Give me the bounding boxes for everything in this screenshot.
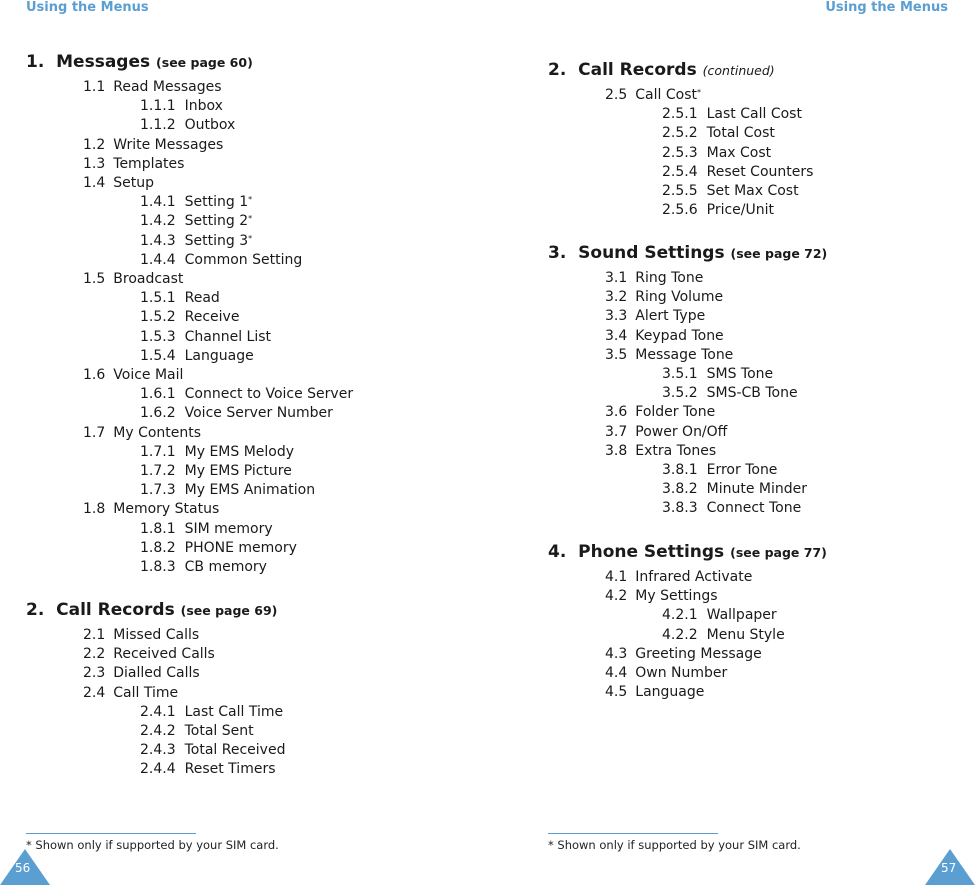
submenu-item-number: 1.4.4 [140, 251, 176, 268]
submenu-item-label: Language [184, 347, 254, 364]
menu-item-number: 4.3 [605, 645, 628, 662]
section-page-ref: (see page 72) [730, 246, 828, 261]
submenu-item-label: Read [184, 290, 220, 307]
submenu-item-label: SMS-CB Tone [706, 385, 798, 402]
submenu-item-label: Wallpaper [706, 607, 777, 624]
menu-item-number: 3.3 [605, 308, 628, 325]
submenu-item-label: SIM memory [184, 520, 273, 537]
menu-item-label: Memory Status [113, 501, 220, 518]
submenu-item-label: My EMS Melody [184, 443, 295, 460]
menu-item [548, 443, 716, 460]
menu-item-label: Own Number [635, 665, 728, 681]
menu-item [26, 367, 183, 384]
menu-item [548, 404, 715, 421]
submenu-item-label: Setting 1 [184, 194, 249, 211]
menu-item-number: 1.6 [83, 367, 106, 383]
menu-item [26, 685, 178, 702]
page-number-left: 56 [15, 861, 31, 875]
section-page-ref: (see page 69) [180, 603, 278, 618]
submenu-item-label: Total Received [184, 742, 286, 759]
submenu-item-label: Set Max Cost [706, 183, 799, 199]
submenu-item-number: 2.5.4 [662, 163, 698, 180]
submenu-item [26, 117, 235, 134]
submenu-item [26, 348, 254, 365]
section-heading [548, 60, 775, 81]
menu-item-number: 1.5 [83, 271, 106, 287]
menu-item-number: 3.2 [605, 289, 628, 306]
menu-item-label: Infrared Activate [635, 569, 753, 585]
menu-item-label: Call Cost [635, 87, 697, 103]
submenu-item [26, 723, 254, 740]
submenu-item-number: 1.6.1 [140, 386, 176, 403]
submenu-item [26, 444, 294, 461]
menu-item-label: Message Tone [635, 346, 734, 363]
footnote-rule [26, 833, 196, 834]
menu-item-number: 1.2 [83, 136, 106, 153]
submenu-item-label: PHONE memory [184, 539, 297, 556]
menu-item-number: 3.6 [605, 404, 628, 421]
submenu-item-number: 1.4.2 [140, 213, 176, 230]
footnote-marker: * [248, 214, 253, 224]
submenu-item-label: Max Cost [706, 144, 772, 161]
menu-item [26, 501, 219, 518]
submenu-item [548, 385, 798, 402]
footnote-marker: * [696, 88, 701, 97]
menu-item [26, 156, 184, 173]
submenu-item [26, 742, 285, 759]
submenu-item [26, 463, 292, 480]
submenu-item-label: Voice Server Number [184, 405, 333, 422]
submenu-item-number: 2.4.4 [140, 761, 176, 778]
submenu-item-number: 1.5.3 [140, 328, 176, 345]
page-number-right: 57 [941, 861, 957, 875]
submenu-item [26, 233, 252, 250]
menu-item-label: Received Calls [113, 646, 215, 663]
menu-item [548, 424, 727, 441]
submenu-item-number: 1.4.3 [140, 232, 176, 249]
submenu-item-label: Receive [184, 309, 240, 326]
submenu-item-label: Setting 2 [184, 213, 249, 230]
section-number: 4. [548, 542, 567, 562]
menu-item-number: 2.1 [83, 627, 106, 643]
menu-item-label: Dialled Calls [113, 665, 200, 682]
menu-item-number: 1.1 [83, 79, 106, 95]
menu-item-number: 1.4 [83, 175, 106, 191]
submenu-item [26, 290, 220, 307]
submenu-item-number: 4.2.1 [662, 607, 698, 624]
menu-item-number: 1.3 [83, 155, 106, 172]
menu-item-number: 3.4 [605, 327, 628, 344]
submenu-item-number: 1.8.3 [140, 559, 176, 575]
menu-item [548, 684, 704, 701]
submenu-item [26, 761, 276, 778]
submenu-item [548, 627, 785, 644]
menu-item [548, 328, 724, 345]
submenu-item [26, 329, 271, 346]
menu-item-label: Power On/Off [635, 423, 728, 440]
menu-item-label: My Settings [635, 588, 718, 605]
submenu-item [548, 164, 813, 181]
menu-item-label: Voice Mail [113, 367, 184, 383]
menu-item-label: My Contents [113, 424, 202, 441]
submenu-item [548, 366, 773, 383]
section-title: Call Records [56, 600, 175, 620]
submenu-item-number: 1.1.1 [140, 98, 176, 115]
menu-item [26, 79, 222, 96]
footnote-marker: * [248, 195, 253, 205]
menu-item-number: 2.2 [83, 646, 106, 663]
submenu-item-label: Minute Minder [706, 481, 807, 498]
section-title: Messages [56, 52, 151, 72]
submenu-item-label: Setting 3 [184, 232, 249, 249]
menu-item-label: Alert Type [635, 308, 706, 325]
submenu-item-label: Last Call Time [184, 703, 284, 720]
submenu-item-label: Reset Counters [706, 163, 814, 180]
submenu-item [548, 202, 774, 219]
menu-item-number: 4.2 [605, 588, 628, 605]
section-number: 3. [548, 243, 567, 263]
menu-item [548, 569, 752, 586]
submenu-item [26, 386, 353, 403]
submenu-item-number: 1.7.2 [140, 463, 176, 479]
submenu-item-number: 2.5.2 [662, 125, 698, 142]
menu-item-number: 3.1 [605, 270, 628, 286]
menu-item-number: 3.8 [605, 442, 628, 459]
section-page-ref: (continued) [702, 63, 775, 78]
submenu-item-label: Price/Unit [706, 202, 774, 219]
submenu-item-label: Reset Timers [184, 761, 276, 778]
menu-item-number: 4.5 [605, 684, 628, 701]
footnote-rule [548, 833, 718, 834]
submenu-item [26, 98, 223, 115]
submenu-item [548, 481, 807, 498]
submenu-item-label: Channel List [184, 328, 272, 345]
section-number: 2. [26, 600, 45, 620]
submenu-item [548, 607, 777, 624]
section-heading [26, 600, 277, 621]
submenu-item [26, 194, 252, 211]
submenu-item-number: 2.4.1 [140, 703, 176, 720]
submenu-item-label: Menu Style [706, 626, 785, 643]
menu-item [26, 627, 199, 644]
submenu-item [548, 500, 801, 517]
menu-item-label: Templates [113, 155, 185, 172]
menu-item [26, 137, 223, 154]
menu-item-label: Ring Volume [635, 289, 724, 306]
submenu-item-number: 1.8.2 [140, 539, 176, 556]
submenu-item-number: 1.8.1 [140, 520, 176, 537]
submenu-item-label: CB memory [184, 559, 267, 575]
submenu-item-label: Error Tone [706, 462, 778, 478]
submenu-item-number: 3.8.1 [662, 462, 698, 478]
menu-item-label: Setup [113, 175, 155, 191]
submenu-item-number: 3.5.2 [662, 385, 698, 402]
menu-item-label: Ring Tone [635, 270, 704, 286]
section-heading [548, 542, 827, 563]
footnote: * Shown only if supported by your SIM card. [548, 838, 801, 852]
menu-item-label: Read Messages [113, 79, 222, 95]
submenu-item-number: 3.8.2 [662, 481, 698, 498]
menu-item [548, 87, 701, 104]
menu-item-number: 2.3 [83, 665, 106, 682]
menu-item [548, 308, 705, 325]
section-number: 1. [26, 52, 45, 72]
submenu-item-label: Connect to Voice Server [184, 386, 354, 403]
menu-item-number: 4.1 [605, 569, 628, 585]
submenu-item [26, 405, 333, 422]
menu-item-label: Broadcast [113, 271, 184, 287]
running-header-left: Using the Menus [26, 0, 149, 15]
submenu-item [548, 106, 802, 123]
menu-item [26, 271, 183, 288]
menu-item-label: Folder Tone [635, 404, 716, 421]
submenu-item-number: 2.5.3 [662, 144, 698, 161]
menu-item [548, 270, 703, 287]
submenu-item-number: 1.7.1 [140, 443, 176, 460]
menu-item-label: Keypad Tone [635, 327, 724, 344]
submenu-item-number: 3.5.1 [662, 366, 698, 382]
submenu-item-number: 3.8.3 [662, 500, 698, 517]
submenu-item-label: Common Setting [184, 251, 303, 268]
menu-item-number: 1.8 [83, 501, 106, 518]
menu-item-label: Language [635, 684, 705, 701]
submenu-item-number: 1.5.2 [140, 309, 176, 326]
menu-item-number: 2.5 [605, 87, 628, 103]
menu-item [26, 646, 215, 663]
menu-item-label: Call Time [113, 684, 179, 701]
submenu-item-number: 2.5.5 [662, 183, 698, 199]
menu-item-number: 2.4 [83, 684, 106, 701]
submenu-item-label: Connect Tone [706, 500, 802, 517]
submenu-item-number: 2.4.3 [140, 742, 176, 759]
submenu-item [548, 145, 771, 162]
footnote-marker: * [248, 233, 253, 243]
menu-item-number: 4.4 [605, 665, 628, 681]
submenu-item-number: 2.4.2 [140, 723, 176, 739]
submenu-item [26, 482, 315, 499]
menu-item [548, 646, 762, 663]
menu-item [26, 425, 201, 442]
submenu-item [26, 521, 273, 538]
submenu-item-number: 1.6.2 [140, 405, 176, 422]
submenu-item [26, 559, 267, 576]
menu-item-number: 1.7 [83, 424, 106, 441]
submenu-item-label: Total Sent [184, 723, 254, 739]
section-page-ref: (see page 60) [156, 55, 253, 70]
submenu-item [548, 125, 775, 142]
section-number: 2. [548, 60, 567, 80]
menu-item-label: Extra Tones [635, 442, 717, 459]
submenu-item-label: My EMS Picture [184, 463, 292, 479]
submenu-item [26, 309, 239, 326]
menu-item-label: Missed Calls [113, 627, 200, 643]
section-heading [548, 243, 827, 264]
submenu-item [548, 462, 777, 479]
submenu-item-number: 1.4.1 [140, 194, 176, 211]
menu-item-label: Write Messages [113, 136, 224, 153]
submenu-item [26, 213, 252, 230]
menu-item [548, 588, 718, 605]
submenu-item-number: 1.5.4 [140, 347, 176, 364]
menu-item [26, 665, 200, 682]
section-title: Phone Settings [578, 542, 725, 562]
menu-item-number: 3.5 [605, 346, 628, 363]
submenu-item [26, 704, 283, 721]
section-title: Sound Settings [578, 243, 725, 263]
section-heading [26, 52, 253, 73]
menu-item-label: Greeting Message [635, 645, 762, 662]
menu-item [548, 289, 723, 306]
submenu-item-number: 1.1.2 [140, 117, 176, 134]
menu-item [26, 175, 154, 192]
submenu-item-number: 2.5.6 [662, 202, 698, 219]
submenu-item [26, 540, 297, 557]
section-title: Call Records [578, 60, 697, 80]
submenu-item-number: 1.7.3 [140, 482, 176, 499]
submenu-item-number: 1.5.1 [140, 290, 176, 307]
menu-item-number: 3.7 [605, 423, 628, 440]
submenu-item-number: 4.2.2 [662, 626, 698, 643]
submenu-item-label: Total Cost [706, 125, 775, 142]
running-header-right: Using the Menus [825, 0, 948, 15]
submenu-item-number: 2.5.1 [662, 106, 698, 123]
submenu-item-label: Outbox [184, 117, 236, 134]
submenu-item-label: Last Call Cost [706, 106, 802, 123]
submenu-item-label: My EMS Animation [184, 482, 316, 499]
section-page-ref: (see page 77) [730, 545, 827, 560]
menu-item [548, 665, 727, 682]
submenu-item [548, 183, 799, 200]
submenu-item-label: SMS Tone [706, 366, 774, 382]
submenu-item-label: Inbox [184, 98, 223, 115]
submenu-item [26, 252, 302, 269]
footnote: * Shown only if supported by your SIM card. [26, 838, 279, 852]
menu-item [548, 347, 733, 364]
